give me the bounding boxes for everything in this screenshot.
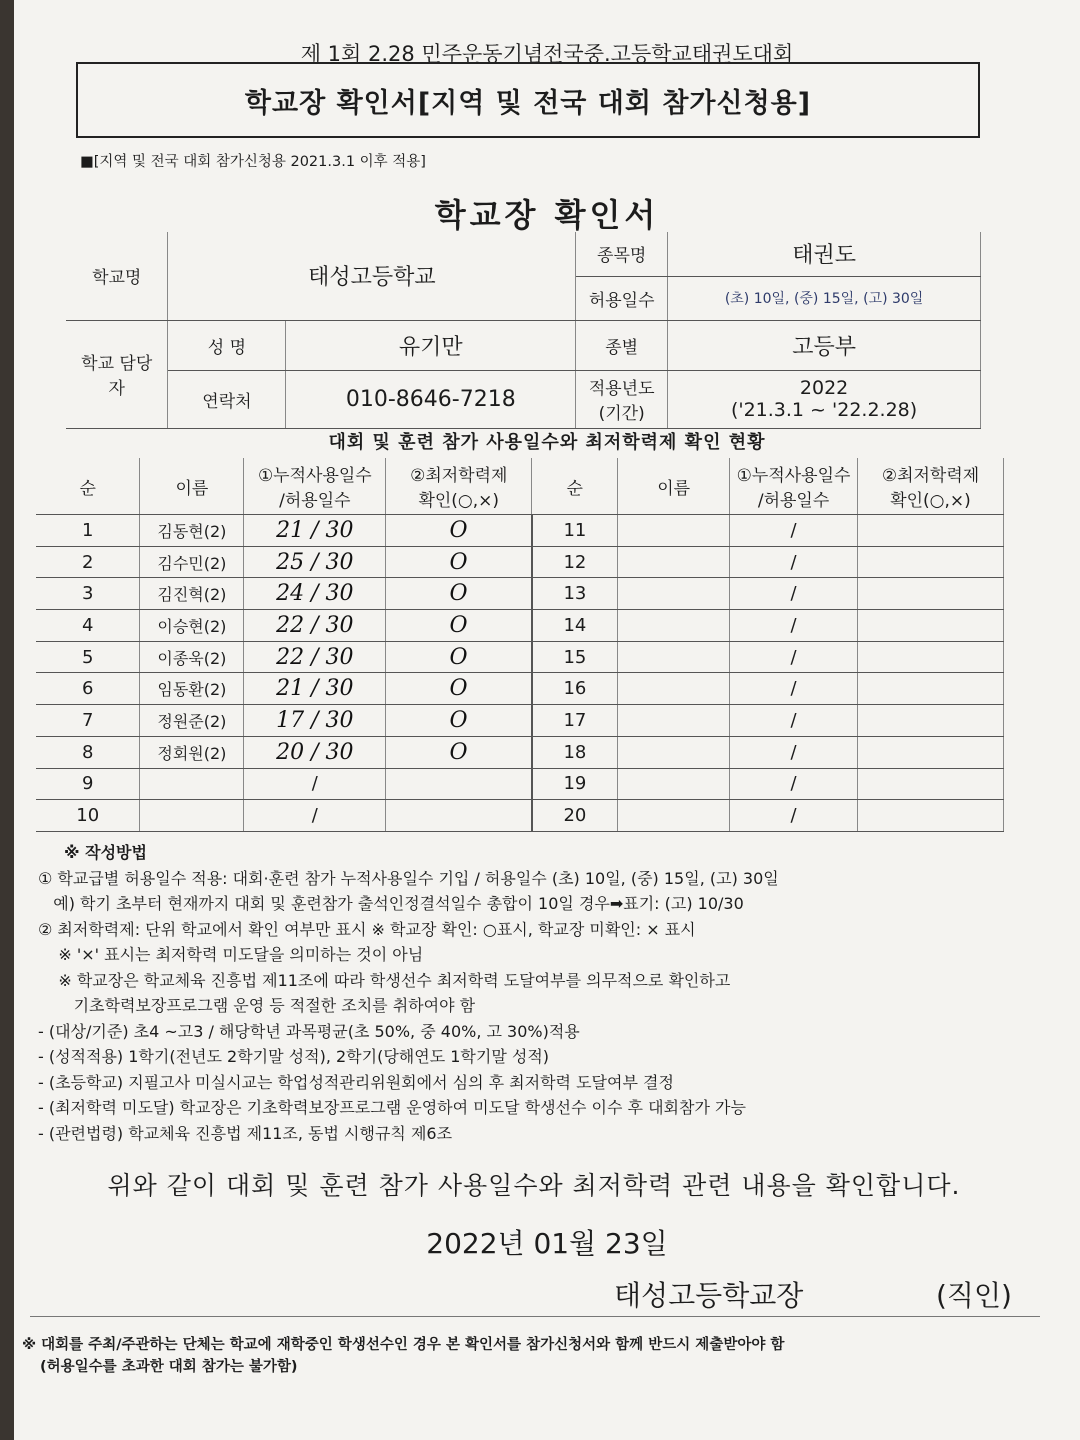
method-line: - (관련법령) 학교체육 진흥법 제11조, 동법 시행규칙 제6조 bbox=[38, 1123, 453, 1143]
footnote-line-2: (허용일수를 초과한 대회 참가는 불가함) bbox=[40, 1359, 298, 1375]
phone-value: 010-8646-7218 bbox=[286, 370, 576, 428]
method-line: ② 최저학력제: 단위 학교에서 확인 여부만 표시 ※ 학교장 확인: ○표시, 학교장 미확인: × 표시 bbox=[38, 919, 696, 939]
row-no: 11 bbox=[532, 515, 618, 547]
col-academic-left bbox=[386, 458, 532, 515]
athlete-name: 김진혁(2) bbox=[140, 578, 244, 610]
method-line: - (최저학력 미도달) 학교장은 기초학력보장프로그램 운영하여 미도달 학생선수 이수 후 대회참가 가능 bbox=[38, 1098, 746, 1117]
contact-group-label: 학교 담당자 bbox=[66, 320, 168, 428]
row-no: 16 bbox=[532, 673, 618, 705]
row-no: 19 bbox=[532, 768, 618, 800]
academic-check bbox=[858, 673, 1004, 705]
name-value: 유기만 bbox=[286, 320, 576, 370]
academic-check: O bbox=[386, 736, 532, 768]
days-used: 21 / 30 bbox=[244, 515, 386, 547]
year-value bbox=[668, 370, 981, 428]
row-no: 12 bbox=[532, 546, 618, 578]
row-no: 6 bbox=[36, 673, 140, 705]
days-used: 22 / 30 bbox=[244, 610, 386, 642]
days-used: / bbox=[730, 800, 858, 832]
academic-check bbox=[858, 800, 1004, 832]
col-days-right bbox=[730, 458, 858, 515]
method-line: ※ '×' 표시는 최저학력 미도달을 의미하는 것이 아님 bbox=[38, 945, 424, 964]
writing-method bbox=[38, 840, 1038, 1146]
col-days-left-line2: /허용일수 bbox=[279, 491, 351, 511]
athlete-name bbox=[618, 546, 730, 578]
allowed-days-label: 허용일수 bbox=[576, 276, 668, 320]
athlete-name bbox=[140, 800, 244, 832]
athlete-name bbox=[618, 800, 730, 832]
row-no: 2 bbox=[36, 546, 140, 578]
athlete-name: 김수민(2) bbox=[140, 546, 244, 578]
academic-check bbox=[858, 515, 1004, 547]
sport-value: 태권도 bbox=[668, 232, 981, 276]
athlete-name bbox=[618, 515, 730, 547]
athlete-name bbox=[618, 610, 730, 642]
division-label: 종별 bbox=[576, 320, 668, 370]
principal-title: 태성고등학교장 bbox=[614, 1279, 804, 1312]
year-label-line1: 적용년도 bbox=[588, 379, 655, 399]
academic-check: O bbox=[386, 673, 532, 705]
days-used: 25 / 30 bbox=[244, 546, 386, 578]
sport-label: 종목명 bbox=[576, 232, 668, 276]
footnote-line-1: ※ 대회를 주최/주관하는 단체는 학교에 재학중인 학생선수인 경우 본 확인서를 참가신청서와 함께 반드시 제출받아야 함 bbox=[22, 1337, 785, 1353]
days-used: / bbox=[730, 641, 858, 673]
athlete-name: 임동환(2) bbox=[140, 673, 244, 705]
col-academic-right-line2: 확인(○,×) bbox=[890, 491, 971, 511]
year-label bbox=[576, 370, 668, 428]
year-label-line2: (기간) bbox=[598, 404, 645, 424]
col-days-left bbox=[244, 458, 386, 515]
table-row bbox=[36, 800, 1004, 832]
table-row bbox=[36, 641, 1004, 673]
academic-check bbox=[858, 768, 1004, 800]
method-line: - (대상/기준) 초4 ~고3 / 해당학년 과목평균(초 50%, 중 40%, 고 30%)적용 bbox=[38, 1021, 580, 1041]
athlete-name bbox=[140, 768, 244, 800]
academic-check: O bbox=[386, 641, 532, 673]
table-row bbox=[36, 736, 1004, 768]
main-title: 학교장 확인서 bbox=[434, 196, 660, 234]
col-name-left: 이름 bbox=[140, 458, 244, 515]
col-days-right-line1: ①누적사용일수 bbox=[736, 466, 851, 486]
row-no: 15 bbox=[532, 641, 618, 673]
athlete-name bbox=[618, 736, 730, 768]
row-no: 13 bbox=[532, 578, 618, 610]
row-no: 17 bbox=[532, 705, 618, 737]
row-no: 4 bbox=[36, 610, 140, 642]
col-days-right-line2: /허용일수 bbox=[757, 491, 830, 511]
athlete-name: 정회원(2) bbox=[140, 736, 244, 768]
method-title: ※ 작성방법 bbox=[64, 843, 147, 862]
document-page bbox=[14, 0, 1080, 1440]
days-used: / bbox=[730, 736, 858, 768]
table-row bbox=[36, 610, 1004, 642]
method-line: 예) 학기 초부터 현재까지 대회 및 훈련참가 출석인정결석일수 총합이 10일 경우➡표기: (고) 10/30 bbox=[38, 894, 744, 913]
athlete-name bbox=[618, 705, 730, 737]
row-no: 3 bbox=[36, 578, 140, 610]
division-value: 고등부 bbox=[668, 320, 981, 370]
academic-check bbox=[858, 578, 1004, 610]
academic-check bbox=[858, 641, 1004, 673]
footnote bbox=[22, 1334, 1062, 1378]
table-row bbox=[36, 578, 1004, 610]
allowed-days-value: (초) 10일, (중) 15일, (고) 30일 bbox=[668, 276, 981, 320]
days-used: / bbox=[730, 673, 858, 705]
method-line: - (초등학교) 지필고사 미실시교는 학업성적관리위원회에서 심의 후 최저학력 도달여부 결정 bbox=[38, 1072, 674, 1092]
year-value-line2: ('21.3.1 ~ '22.2.28) bbox=[730, 399, 918, 421]
method-line: 기초학력보장프로그램 운영 등 적절한 조치를 취하여야 함 bbox=[38, 996, 476, 1015]
academic-check: O bbox=[386, 578, 532, 610]
school-info-table bbox=[66, 232, 981, 429]
days-used: / bbox=[730, 515, 858, 547]
days-used: / bbox=[730, 578, 858, 610]
table-subtitle: 대회 및 훈련 참가 사용일수와 최저학력제 확인 현황 bbox=[328, 432, 766, 453]
days-used: / bbox=[730, 705, 858, 737]
academic-check bbox=[386, 800, 532, 832]
method-line: ① 학교급별 허용일수 적용: 대회·훈련 참가 누적사용일수 기입 / 허용일수 (초) 10일, (중) 15일, (고) 30일 bbox=[38, 868, 779, 888]
event-title: 제 1회 2.28 민주운동기념전국중.고등학교태권도대회 bbox=[300, 42, 794, 66]
year-value-line1: 2022 bbox=[799, 377, 849, 399]
row-no: 18 bbox=[532, 736, 618, 768]
form-title: 학교장 확인서[지역 및 전국 대회 참가신청용] bbox=[244, 87, 812, 119]
applicability-note: ■[지역 및 전국 대회 참가신청용 2021.3.1 이후 적용] bbox=[80, 154, 426, 170]
days-used: 21 / 30 bbox=[244, 673, 386, 705]
academic-check: O bbox=[386, 546, 532, 578]
athlete-name: 정원준(2) bbox=[140, 705, 244, 737]
form-title-box bbox=[76, 62, 980, 138]
issue-date: 2022년 01월 23일 bbox=[426, 1227, 668, 1260]
row-no: 8 bbox=[36, 736, 140, 768]
col-no-right: 순 bbox=[532, 458, 618, 515]
athlete-roster-table bbox=[36, 458, 1004, 832]
row-no: 1 bbox=[36, 515, 140, 547]
table-row bbox=[36, 546, 1004, 578]
official-seal: (직인) bbox=[936, 1279, 1012, 1312]
days-used: 22 / 30 bbox=[244, 641, 386, 673]
row-no: 5 bbox=[36, 641, 140, 673]
academic-check: O bbox=[386, 515, 532, 547]
row-no: 10 bbox=[36, 800, 140, 832]
school-value: 태성고등학교 bbox=[168, 232, 576, 320]
row-no: 14 bbox=[532, 610, 618, 642]
col-days-left-line1: ①누적사용일수 bbox=[257, 466, 372, 486]
col-academic-left-line1: ②최저학력제 bbox=[410, 466, 508, 486]
row-no: 9 bbox=[36, 768, 140, 800]
athlete-name: 김동현(2) bbox=[140, 515, 244, 547]
school-label: 학교명 bbox=[66, 232, 168, 320]
row-no: 7 bbox=[36, 705, 140, 737]
academic-check: O bbox=[386, 705, 532, 737]
academic-check bbox=[858, 610, 1004, 642]
days-used: 17 / 30 bbox=[244, 705, 386, 737]
method-line: ※ 학교장은 학교체육 진흥법 제11조에 따라 학생선수 최저학력 도달여부를 의무적으로 확인하고 bbox=[38, 970, 731, 990]
table-row bbox=[36, 768, 1004, 800]
athlete-name bbox=[618, 673, 730, 705]
athlete-name: 이종욱(2) bbox=[140, 641, 244, 673]
academic-check: O bbox=[386, 610, 532, 642]
name-label: 성 명 bbox=[168, 320, 286, 370]
athlete-name bbox=[618, 768, 730, 800]
confirmation-statement: 위와 같이 대회 및 훈련 참가 사용일수와 최저학력 관련 내용을 확인합니다. bbox=[107, 1171, 961, 1200]
col-academic-left-line2: 확인(○,×) bbox=[418, 491, 500, 511]
academic-check bbox=[386, 768, 532, 800]
method-lines bbox=[38, 866, 1038, 1147]
divider bbox=[30, 1316, 1040, 1317]
method-line: - (성적적용) 1학기(전년도 2학기말 성적), 2학기(당해연도 1학기말 성적) bbox=[38, 1047, 550, 1066]
athlete-name bbox=[618, 578, 730, 610]
academic-check bbox=[858, 705, 1004, 737]
days-used: / bbox=[730, 768, 858, 800]
table-row bbox=[36, 515, 1004, 547]
academic-check bbox=[858, 736, 1004, 768]
academic-check bbox=[858, 546, 1004, 578]
col-academic-right-line1: ②최저학력제 bbox=[881, 466, 980, 486]
row-no: 20 bbox=[532, 800, 618, 832]
phone-label: 연락처 bbox=[168, 370, 286, 428]
days-used: / bbox=[730, 610, 858, 642]
days-used: 20 / 30 bbox=[244, 736, 386, 768]
table-row bbox=[36, 705, 1004, 737]
days-used: / bbox=[244, 800, 386, 832]
days-used: 24 / 30 bbox=[244, 578, 386, 610]
athlete-name: 이승현(2) bbox=[140, 610, 244, 642]
table-row bbox=[36, 673, 1004, 705]
col-name-right: 이름 bbox=[618, 458, 730, 515]
col-academic-right bbox=[858, 458, 1004, 515]
days-used: / bbox=[244, 768, 386, 800]
col-no-left: 순 bbox=[36, 458, 140, 515]
days-used: / bbox=[730, 546, 858, 578]
athlete-name bbox=[618, 641, 730, 673]
